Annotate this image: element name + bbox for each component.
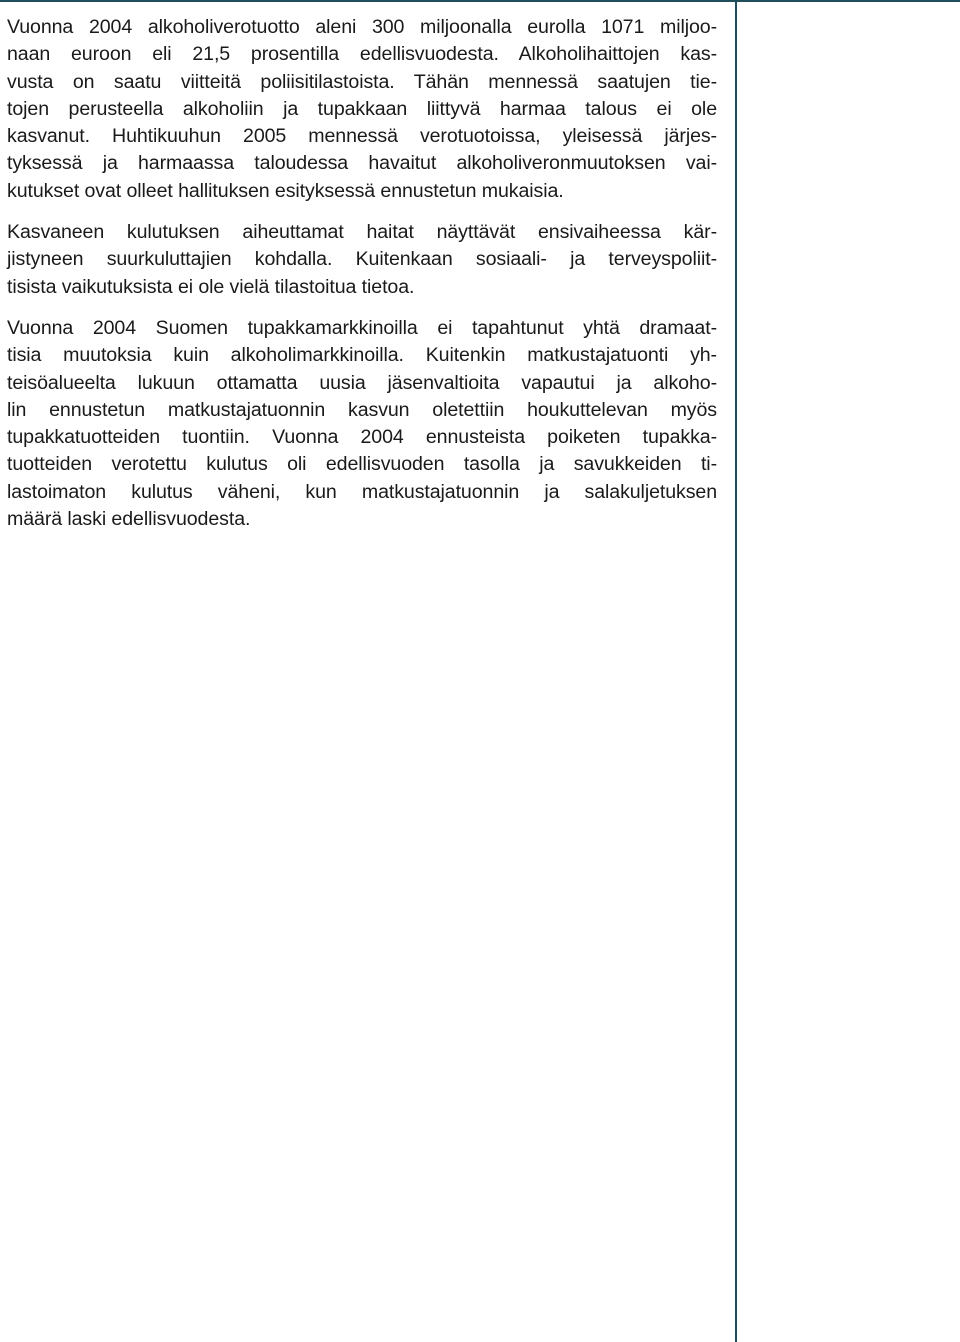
paragraph-line: vusta on saatu viitteitä poliisitilastoista. Tähän mennessä saatujen tie- [7, 70, 717, 93]
paragraph-line: tisia muutoksia kuin alkoholimarkkinoilla. Kuitenkin matkustajatuonti yh- [7, 344, 717, 367]
paragraph-line: tojen perusteella alkoholiin ja tupakkaan liittyvä harmaa talous ei ole [7, 97, 717, 120]
paragraph-line: määrä laski edellisvuodesta. [7, 508, 251, 531]
paragraph-line: kasvanut. Huhtikuuhun 2005 mennessä verotuotoissa, yleisessä järjes- [7, 125, 717, 148]
top-rule-margin [737, 0, 960, 2]
paragraph-line: jistyneen suurkuluttajien kohdalla. Kuitenkaan sosiaali- ja terveyspoliit- [7, 248, 717, 271]
paragraph-line: tuotteiden verotettu kulutus oli edellisvuoden tasolla ja savukkeiden ti- [7, 453, 717, 476]
paragraph-3 [7, 315, 717, 533]
paragraph-line: Vuonna 2004 alkoholiverotuotto aleni 300 miljoonalla eurolla 1071 miljoo- [7, 16, 717, 38]
paragraph-line: tupakkatuotteiden tuontiin. Vuonna 2004 ennusteista poiketen tupakka- [7, 426, 717, 449]
top-rule [0, 0, 736, 2]
paragraph-line: tisista vaikutuksista ei ole vielä tilastoitua tietoa. [7, 275, 415, 298]
paragraph-line: tyksessä ja harmaassa taloudessa havaitut alkoholiveronmuutoksen vai- [7, 152, 717, 175]
paragraph-line: kutukset ovat olleet hallituksen esityksessä ennustetun mukaisia. [7, 179, 564, 202]
paragraph-line: teisöalueelta lukuun ottamatta uusia jäsenvaltioita vapautui ja alkoho- [7, 371, 717, 394]
paragraph-1 [7, 14, 717, 205]
margin-divider [735, 0, 737, 1342]
paragraph-line: lin ennustetun matkustajatuonnin kasvun oletettiin houkuttelevan myös [7, 398, 717, 421]
paragraph-2 [7, 219, 717, 301]
paragraph-line: Kasvaneen kulutuksen aiheuttamat haitat näyttävät ensivaiheessa kär- [7, 221, 717, 244]
paragraph-line: lastoimaton kulutus väheni, kun matkustajatuonnin ja salakuljetuksen [7, 480, 717, 503]
paragraph-line: Vuonna 2004 Suomen tupakkamarkkinoilla ei tapahtunut yhtä dramaat- [7, 316, 717, 339]
text-column [7, 14, 717, 547]
paragraph-line: naan euroon eli 21,5 prosentilla edellisvuodesta. Alkoholihaittojen kas- [7, 43, 717, 66]
